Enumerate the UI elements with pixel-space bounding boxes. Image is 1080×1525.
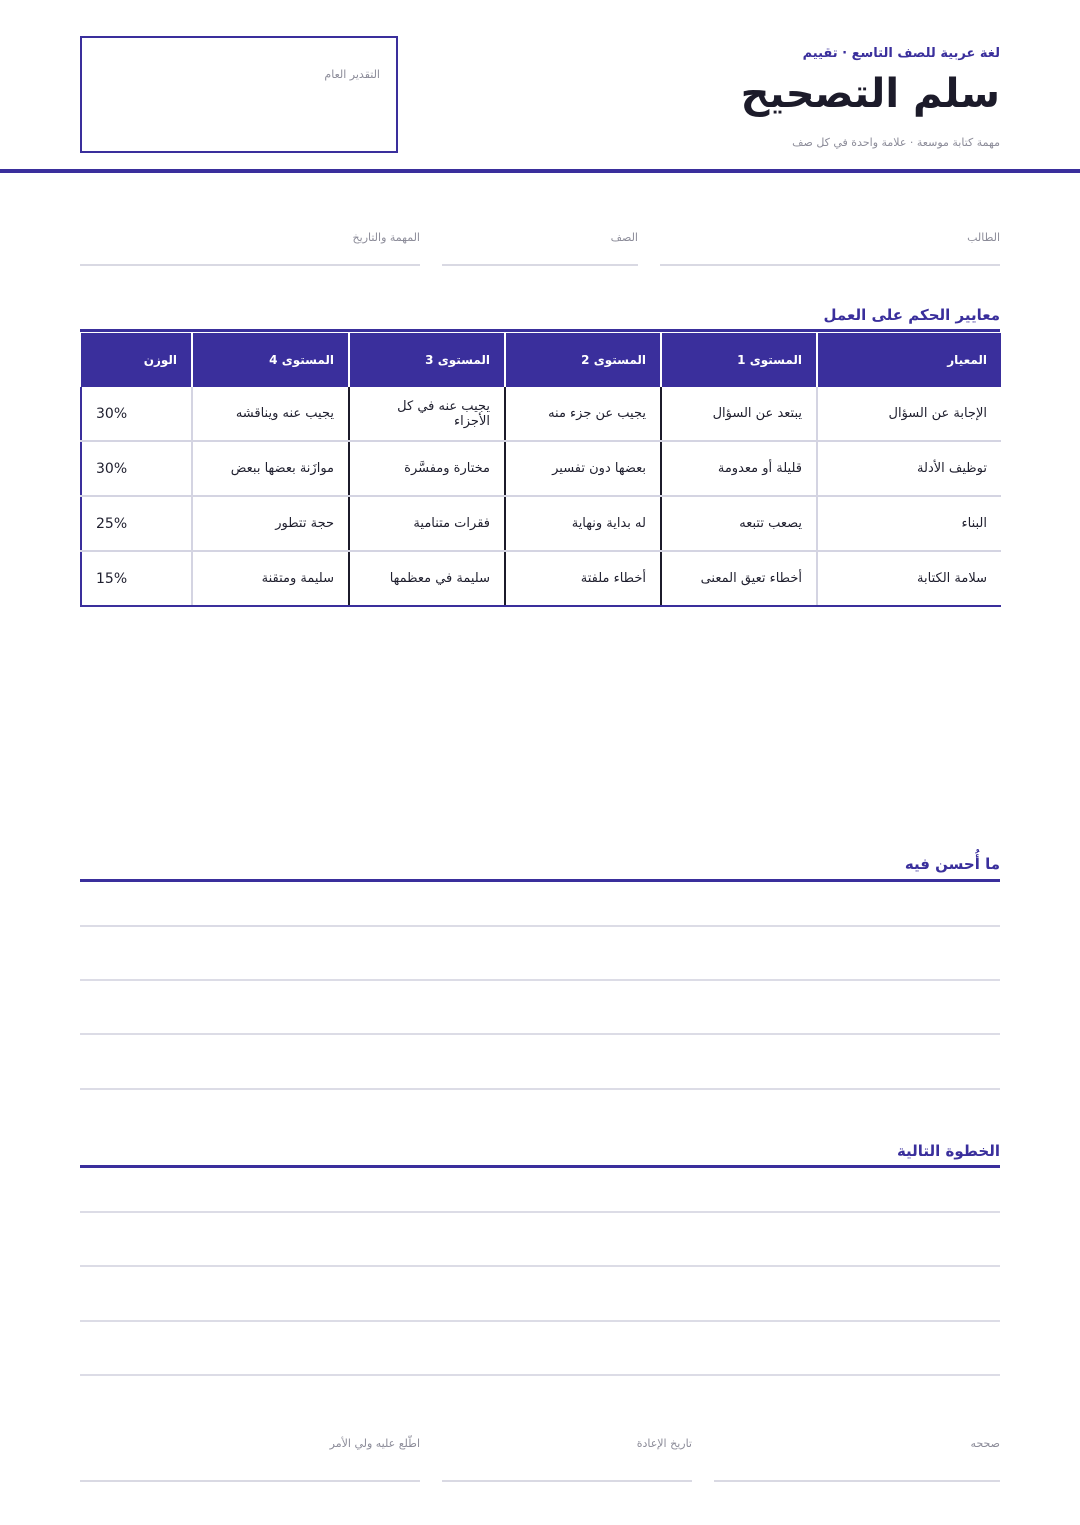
class-label: الصف bbox=[610, 231, 638, 244]
class-field[interactable] bbox=[442, 226, 638, 266]
task-date-field[interactable] bbox=[80, 226, 420, 266]
col-header-weight: الوزن bbox=[81, 333, 192, 387]
criterion-cell: الإجابة عن السؤال bbox=[817, 387, 1001, 441]
table-row bbox=[81, 387, 1001, 441]
return-date-field[interactable] bbox=[442, 1432, 692, 1482]
weight-cell: 15% bbox=[81, 551, 192, 606]
table-row bbox=[81, 441, 1001, 496]
level-4-cell[interactable]: موازَنة بعضها ببعض bbox=[192, 441, 349, 496]
strengths-line[interactable] bbox=[80, 979, 1000, 981]
next-step-line[interactable] bbox=[80, 1265, 1000, 1267]
subject-line: لغة عربية للصف التاسع · تقييم bbox=[802, 46, 1000, 61]
criteria-rule bbox=[80, 329, 1000, 332]
level-3-cell[interactable]: سليمة في معظمها bbox=[349, 551, 505, 606]
weight-cell: 25% bbox=[81, 496, 192, 551]
level-4-cell[interactable]: حجة تتطور bbox=[192, 496, 349, 551]
header-divider bbox=[0, 169, 1080, 173]
strengths-line[interactable] bbox=[80, 1088, 1000, 1090]
level-1-cell[interactable]: يصعب تتبعه bbox=[661, 496, 817, 551]
next-step-heading: الخطوة التالية bbox=[896, 1142, 1000, 1160]
task-date-label: المهمة والتاريخ bbox=[352, 231, 420, 244]
criterion-cell: سلامة الكتابة bbox=[817, 551, 1001, 606]
level-1-cell[interactable]: أخطاء تعيق المعنى bbox=[661, 551, 817, 606]
strengths-line[interactable] bbox=[80, 925, 1000, 927]
strengths-heading: ما أُحسن فيه bbox=[904, 855, 1000, 873]
next-step-line[interactable] bbox=[80, 1320, 1000, 1322]
level-4-cell[interactable]: يجيب عنه ويناقشه bbox=[192, 387, 349, 441]
strengths-rule bbox=[80, 879, 1000, 882]
level-2-cell[interactable]: يجيب عن جزء منه bbox=[505, 387, 661, 441]
student-label: الطالب bbox=[967, 231, 1000, 244]
overall-grade-box[interactable] bbox=[80, 36, 398, 153]
guardian-label: اطّلع عليه ولي الأمر bbox=[329, 1437, 420, 1450]
strengths-line[interactable] bbox=[80, 1033, 1000, 1035]
corrector-label: صححه bbox=[970, 1437, 1000, 1450]
criteria-heading: معايير الحكم على العمل bbox=[823, 306, 1000, 324]
level-2-cell[interactable]: له بداية ونهاية bbox=[505, 496, 661, 551]
overall-grade-label: التقدير العام bbox=[324, 68, 380, 81]
criterion-cell: توظيف الأدلة bbox=[817, 441, 1001, 496]
next-step-rule bbox=[80, 1165, 1000, 1168]
level-4-cell[interactable]: سليمة ومتقنة bbox=[192, 551, 349, 606]
criterion-cell: البناء bbox=[817, 496, 1001, 551]
table-row bbox=[81, 551, 1001, 606]
level-2-cell[interactable]: بعضها دون تفسير bbox=[505, 441, 661, 496]
page-subtitle: مهمة كتابة موسعة · علامة واحدة في كل صف bbox=[792, 136, 1000, 149]
level-2-cell[interactable]: أخطاء ملفتة bbox=[505, 551, 661, 606]
level-1-cell[interactable]: يبتعد عن السؤال bbox=[661, 387, 817, 441]
level-1-cell[interactable]: قليلة أو معدومة bbox=[661, 441, 817, 496]
col-header-level-1: المستوى 1 bbox=[661, 333, 817, 387]
col-header-level-2: المستوى 2 bbox=[505, 333, 661, 387]
weight-cell: 30% bbox=[81, 441, 192, 496]
col-header-level-3: المستوى 3 bbox=[349, 333, 505, 387]
level-3-cell[interactable]: فقرات متنامية bbox=[349, 496, 505, 551]
rubric-table bbox=[80, 333, 1001, 607]
col-header-criterion: المعيار bbox=[817, 333, 1001, 387]
guardian-field[interactable] bbox=[80, 1432, 420, 1482]
weight-cell: 30% bbox=[81, 387, 192, 441]
student-field[interactable] bbox=[660, 226, 1000, 266]
rubric-header-row bbox=[81, 333, 1001, 387]
return-date-label: تاريخ الإعادة bbox=[636, 1437, 692, 1450]
col-header-level-4: المستوى 4 bbox=[192, 333, 349, 387]
corrector-field[interactable] bbox=[714, 1432, 1000, 1482]
next-step-line[interactable] bbox=[80, 1374, 1000, 1376]
page-title: سلم التصحيح bbox=[740, 71, 1000, 117]
level-3-cell[interactable]: مختارة ومفسَّرة bbox=[349, 441, 505, 496]
table-row bbox=[81, 496, 1001, 551]
next-step-line[interactable] bbox=[80, 1211, 1000, 1213]
level-3-cell[interactable]: يجيب عنه في كل الأجزاء bbox=[349, 387, 505, 441]
